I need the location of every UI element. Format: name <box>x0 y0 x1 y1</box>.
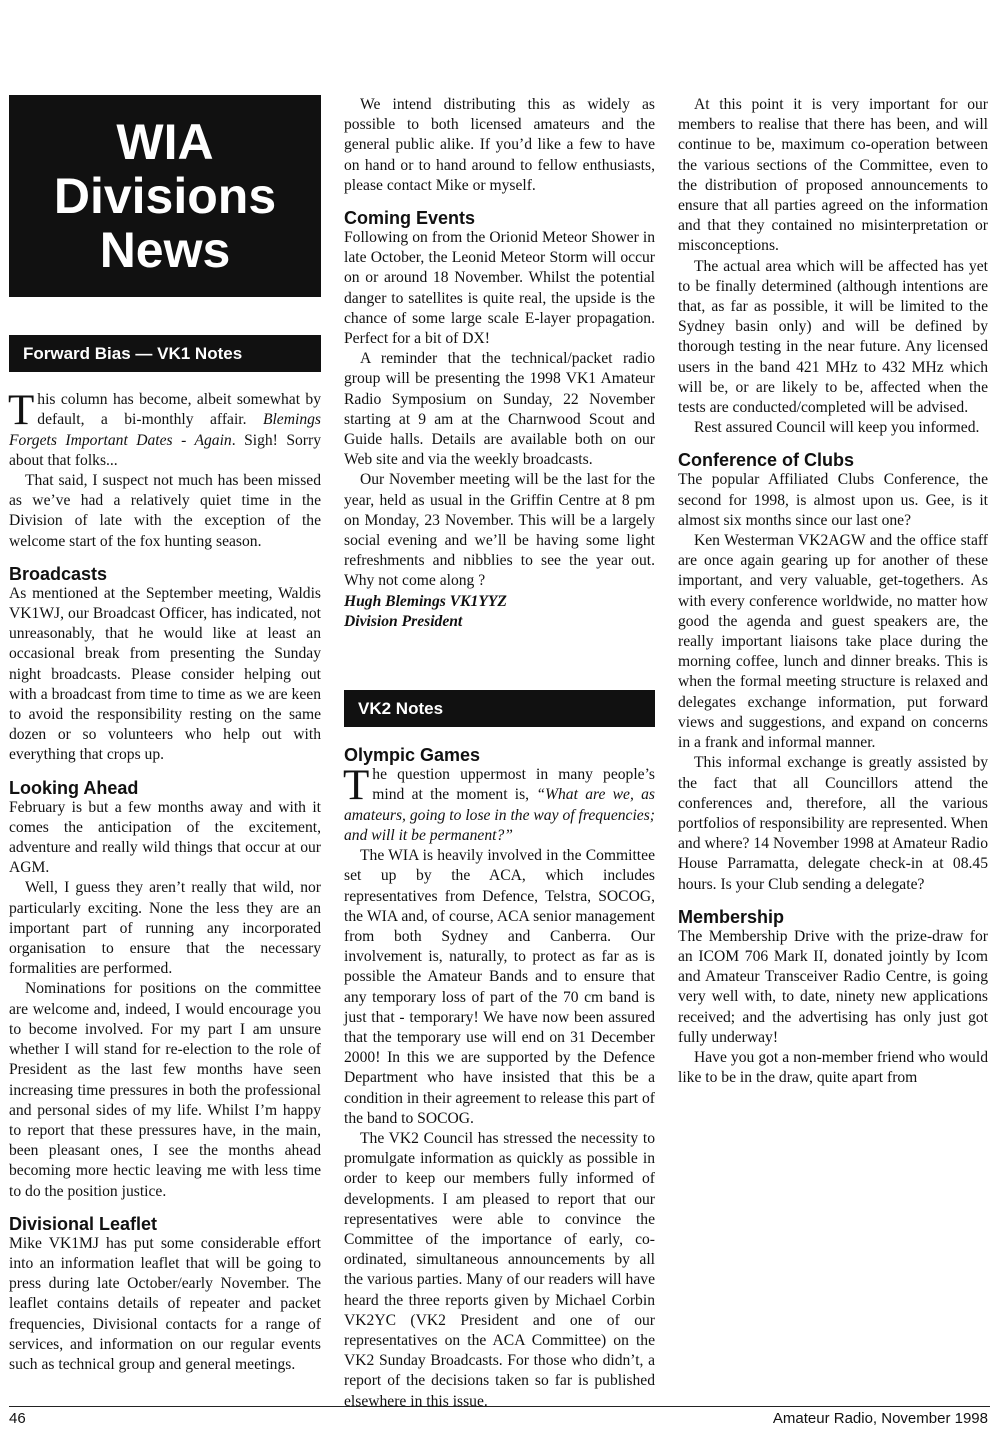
page-number: 46 <box>9 1410 26 1427</box>
paragraph: Nominations for positions on the committee are welcome and, indeed, I would encourage you to become involved. For my part I am unsure whether I will stand for re-election to the role of President as the last few months have seen increasing time pressures in both the professional and personal sides of my life. Whilst I’m happy to report that these pressures have, in the main, been pleasant ones, I see the months ahead becoming more hectic leaving me with less time to do the position justice. <box>9 980 321 1200</box>
title-line-3: News <box>99 222 231 278</box>
title-line-2: Divisions <box>53 168 277 224</box>
paragraph: Our November meeting will be the last for the year, held as usual in the Griffin Centre at 8 pm on Monday, 23 November. This will be a largely social evening and we’ll be having some light refreshments and nibblies to see the year out. Why not come along ? <box>344 471 655 590</box>
signature-name: Hugh Blemings VK1YYZ <box>344 592 507 610</box>
spacer <box>344 632 655 690</box>
publication-line: Amateur Radio, November 1998 <box>772 1410 988 1427</box>
vk2-intro-paragraph: The question uppermost in many people’s mind at the moment is, “What are we, as amateurs, going to lose in the way of frequencies; and will it be permanent?” <box>343 762 655 844</box>
heading-olympic-games: Olympic Games <box>344 745 481 766</box>
signature-role: Division President <box>344 612 463 630</box>
paragraph: As mentioned at the September meeting, Waldis VK1WJ, our Broadcast Officer, has indicated, not unreasonably, that he would like at least an occasional break from presenting the Sunday night broadcasts. Please consider helping out with a broadcast from time to time as we are keen to avoid the responsibility resting on the same dozen or so volunteers who help out with everything that crops up. <box>9 584 321 764</box>
vk2-section-bar: VK2 Notes <box>344 690 655 727</box>
paragraph: The VK2 Council has stressed the necessity to promulgate information as quickly as possible in order to keep our members fully informed of developments. I am pleased to report that our representatives were able to convince the Committee of the importance of early, co-ordinated, simultaneous announcements by all the various parties. Many of our readers will have heard the three reports given by Michael Corbin VK2YC (VK2 President and one of our representatives on the ACA Committee) on the VK2 Sunday Broadcasts. For those who didn’t, a report of the decisions taken so far is published elsewhere in this issue. <box>344 1129 655 1410</box>
heading-conference-of-clubs: Conference of Clubs <box>678 450 855 471</box>
paragraph: We intend distributing this as widely as possible to both licensed amateurs and the general public alike. If you’d like a few to have on hand or to hand around to fellow enthusiasts, please contact Mike or myself. <box>344 96 655 194</box>
heading-divisional-leaflet: Divisional Leaflet <box>9 1213 158 1234</box>
heading-broadcasts: Broadcasts <box>9 563 108 584</box>
paragraph: The WIA is heavily involved in the Committee set up by the ACA, which includes representatives from Defence, Telstra, SOCOG, the WIA and, of course, ACA senior management from both Sydney and Canberra. Our involvement is, naturally, to protect as far as is possible the Amateur Bands and to ensure that any temporary loss of part of the 70 cm band is just that - temporary! We have now been assured that the temporary use will end on 31 December 2000! In this we are supported by the Defence Department who have insisted that this be a condition in their agreement to release this part of the band to SOCOG. <box>344 847 655 1127</box>
paragraph: The popular Affiliated Clubs Conference, the second for 1998, is almost upon us. Gee, is it almost six months since our last one? <box>678 471 988 529</box>
paragraph: Rest assured Council will keep you informed. <box>694 419 980 437</box>
paragraph: February is but a few months away and with it comes the anticipation of the excitement, adventure and really wild things that occur at our AGM. <box>9 798 321 877</box>
column-3 <box>678 95 988 1088</box>
dropcap: T <box>343 762 370 810</box>
paragraph: This informal exchange is greatly assisted by the fact that all Councillors attend the conferences and, therefore, all the various portfolios of responsibility are represented. When and where? 14 November 1998 at Amateur Radio House Parramatta, delegate check-in at 08.45 hours. Is your Club sending a delegate? <box>678 754 988 893</box>
paragraph: A reminder that the technical/packet radio group will be presenting the 1998 VK1 Amateur Radio Symposium on Sunday, 22 November starting at 9 am at the Charnwood Scout and Guide halls. Details are available both on our Web site and via the weekly broadcasts. <box>344 350 655 469</box>
dropcap: T <box>8 387 35 435</box>
vk1-intro-paragraph: This column has become, albeit somewhat by default, a bi-monthly affair. Blemings Forgets Important Dates - Again. Sigh! Sorry about that folks... <box>8 387 321 469</box>
paragraph: The actual area which will be affected has yet to be finally determined (although intentions are that, as far as possible, it will be limited to the Sydney basin only) and will be defined by thorough testing in the near future. Any licensed users in the band 421 MHz to 432 MHz which will be, or are likely to be, affected when the tests are conducted/completed will be advised. <box>678 257 988 417</box>
heading-coming-events: Coming Events <box>344 208 476 229</box>
paragraph: Ken Westerman VK2AGW and the office staff are once again gearing up for another of these important, and very valuable, get-togethers. As with every conference worldwide, no matter how good the agenda and guest speakers are, the really important liaisons take place during the morning coffee, lunch and dinner breaks. This is when the formal meeting structure is relaxed and delegates exchange information, put forward views and suggestions, and expand on concerns in a frank and informal manner. <box>678 532 988 752</box>
title-line-1: WIA <box>116 114 214 170</box>
vk1-section-bar: Forward Bias — VK1 Notes <box>9 335 321 372</box>
paragraph: The Membership Drive with the prize-draw for an ICOM 706 Mark II, donated jointly by Icom and Amateur Transceiver Radio Centre, is going very well with, to date, ninety new applications received; and the advertising has only just got fully underway! <box>678 927 988 1046</box>
section-title-box <box>9 95 321 297</box>
heading-looking-ahead: Looking Ahead <box>9 777 139 798</box>
paragraph: Have you got a non-member friend who would like to be in the draw, quite apart from <box>678 1048 988 1087</box>
footer-rule <box>9 1406 990 1407</box>
column-2 <box>344 95 655 1412</box>
paragraph: Mike VK1MJ has put some considerable effort into an information leaflet that will be going to press during late October/early November. The leaflet contains details of repeater and packet frequencies, Divisional contacts for a range of services, and information on our regular events such as technical group and general meetings. <box>9 1234 321 1373</box>
paragraph: Well, I guess they aren’t really that wild, nor particularly exciting. None the less they are an important part of running any incorporated organisation to ensure that the necessary formalities are performed. <box>9 879 321 978</box>
heading-membership: Membership <box>678 906 785 927</box>
paragraph: That said, I suspect not much has been missed as we’ve had a relatively quiet time in the Division of late with the exception of the welcome start of the fox hunting season. <box>9 472 321 550</box>
paragraph: At this point it is very important for our members to realise that there has been, and will continue to be, maximum co-operation between the various sections of the Committee, even to the distribution of proposed announcements to ensure that all parties agreed on the information and that they contained no misinterpretation or misconceptions. <box>678 96 988 255</box>
column-1 <box>9 95 321 1375</box>
paragraph: Following on from the Orionid Meteor Shower in late October, the Leonid Meteor Storm will occur on or around 18 November. Whilst the potential danger to satellites is quite real, the upside is the chance of some large scale E-layer propagation. Perfect for a bit of DX! <box>344 229 655 348</box>
